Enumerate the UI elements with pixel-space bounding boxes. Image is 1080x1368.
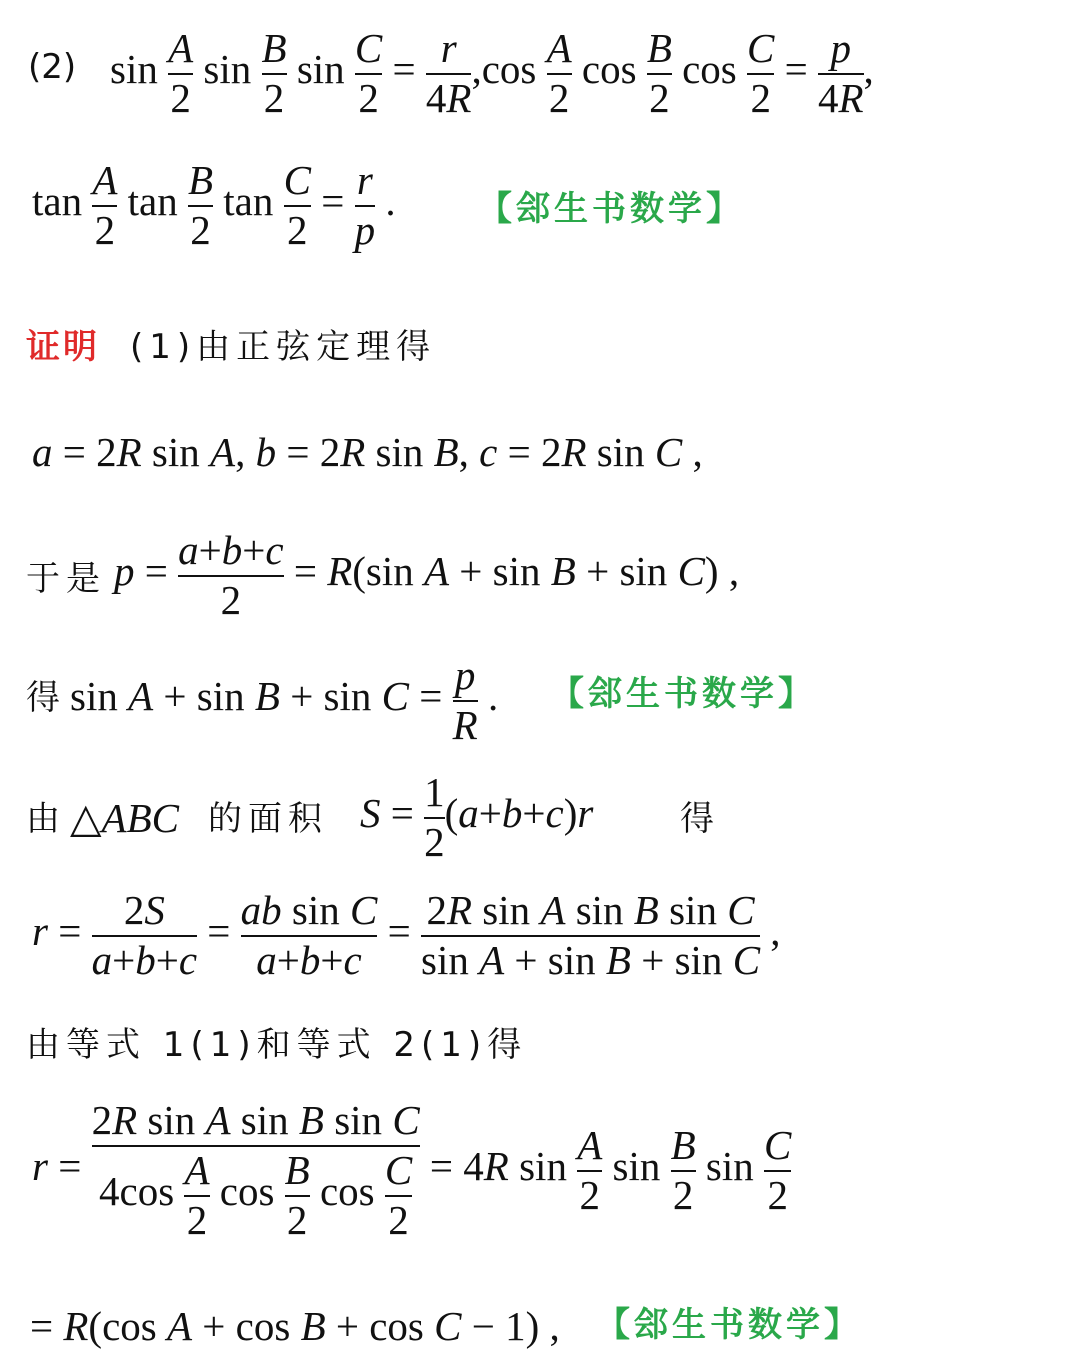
- proof-label: 证明: [26, 327, 100, 367]
- formula-item2-line2: tan $\frac{A}{2}$ tan $\frac{B}{2}$ tan $\frac{C}{2}$ = $\frac{r}{p}$ . 【郐生书数学】: [32, 157, 744, 253]
- text-area-of: 的面积: [208, 799, 328, 839]
- watermark-1: 【郐生书数学】: [478, 189, 744, 229]
- text-de: 得: [26, 678, 66, 718]
- formula-sum-sines: 得 sin A + sin B + sin C = $\frac{p}{R}$ . 【郐生书数学】: [26, 652, 816, 748]
- formula-area: 由 △ABC 的面积 S = $\frac{1}{2}$ (a+b+c)r 得: [26, 769, 720, 865]
- proof-intro: (1)由正弦定理得: [130, 327, 437, 367]
- proof-heading: [26, 327, 626, 380]
- watermark-3: 【郐生书数学】: [596, 1305, 862, 1345]
- text-yushi: 于是: [26, 559, 106, 599]
- formula-r-cos: = R(cos A + cos B + cos C − 1) , 【郐生书数学】: [30, 1303, 862, 1349]
- formula-perimeter: 于是 p = $\frac{a+b+c}{2}$ = R(sin A + sin B + sin C) ,: [26, 527, 740, 623]
- watermark-2: 【郐生书数学】: [550, 674, 816, 714]
- text-equation-ref: [26, 1025, 726, 1074]
- formula-r-expr: r = $\frac{2S}{a+b+c}$ = $\frac{\text{ab sin C}}{a+b+c}$ = $\frac{\text{2R sin A sin B sin C}}{\text{sin A + sin B + sin C}}$ ,: [32, 887, 781, 983]
- text-de-2: 得: [680, 799, 720, 839]
- formula-item2-line1: (2) sin $\frac{A}{2}$ sin $\frac{B}{2}$ sin $\frac{C}{2}$ = $\frac{r}{4R}$ ,cos $\frac{A}{2}$ cos $\frac{B}{2}$ cos $\frac{C}{2}$ = $\frac{p}{4R}$ ,: [28, 25, 874, 121]
- item-label: (2): [28, 47, 77, 87]
- formula-law-of-sines: a = 2R sin A, b = 2R sin B, c = 2R sin C ,: [32, 429, 703, 475]
- text-you-1: 由: [26, 799, 66, 839]
- text-eq-intro: 由等式 1(1)和等式 2(1)得: [26, 1025, 528, 1065]
- formula-r-final: r = 2R sin A sin B sin C 4cos $\frac{A}{2}$ cos $\frac{B}{2}$ cos $\frac{C}{2}$ = 4R sin $\frac{A}{2}$ sin $\frac{B}{2}$ sin $\frac{C}{2}$: [32, 1097, 792, 1243]
